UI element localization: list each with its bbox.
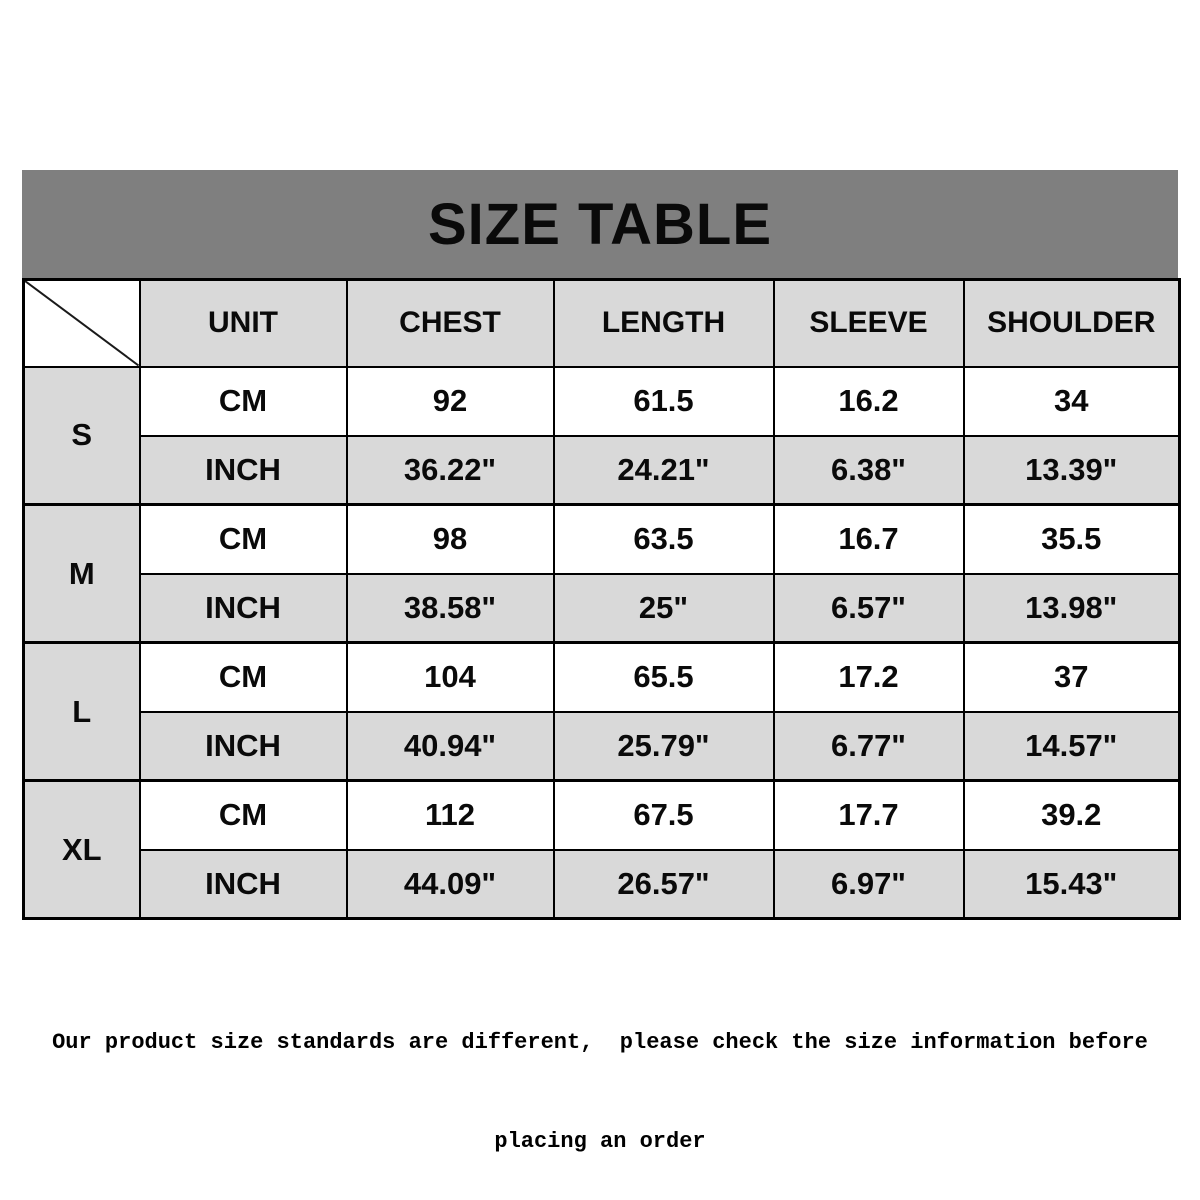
value-cell-m-cm-sleeve: 16.7: [774, 505, 964, 574]
value-cell-l-inch-chest: 40.94": [347, 712, 554, 781]
column-header-unit: UNIT: [140, 280, 347, 367]
table-row-m-inch: [24, 574, 1180, 643]
value-cell-s-cm-shoulder: 34: [964, 367, 1180, 436]
unit-cell-inch: INCH: [140, 850, 347, 919]
column-header-chest: CHEST: [347, 280, 554, 367]
value-cell-l-inch-shoulder: 14.57": [964, 712, 1180, 781]
unit-cell-inch: INCH: [140, 436, 347, 505]
value-cell-m-cm-length: 63.5: [554, 505, 774, 574]
table-row-l-cm: [24, 643, 1180, 712]
value-cell-m-cm-chest: 98: [347, 505, 554, 574]
size-table-banner: [22, 170, 1178, 278]
table-row-m-cm: [24, 505, 1180, 574]
column-header-length: LENGTH: [554, 280, 774, 367]
value-cell-xl-inch-chest: 44.09": [347, 850, 554, 919]
value-cell-s-cm-length: 61.5: [554, 367, 774, 436]
value-cell-s-inch-shoulder: 13.39": [964, 436, 1180, 505]
value-cell-xl-inch-length: 26.57": [554, 850, 774, 919]
size-label-l: L: [24, 643, 140, 781]
value-cell-s-cm-chest: 92: [347, 367, 554, 436]
column-header-shoulder: SHOULDER: [964, 280, 1180, 367]
value-cell-xl-cm-sleeve: 17.7: [774, 781, 964, 850]
value-cell-l-cm-sleeve: 17.2: [774, 643, 964, 712]
unit-cell-cm: CM: [140, 505, 347, 574]
value-cell-l-cm-shoulder: 37: [964, 643, 1180, 712]
size-label-s: S: [24, 367, 140, 505]
size-label-m: M: [24, 505, 140, 643]
unit-cell-cm: CM: [140, 643, 347, 712]
value-cell-l-cm-length: 65.5: [554, 643, 774, 712]
footer-line-2: placing an order: [494, 1129, 706, 1154]
footer-note: [0, 960, 1200, 1200]
value-cell-xl-inch-shoulder: 15.43": [964, 850, 1180, 919]
value-cell-l-cm-chest: 104: [347, 643, 554, 712]
value-cell-m-inch-shoulder: 13.98": [964, 574, 1180, 643]
value-cell-l-inch-sleeve: 6.77": [774, 712, 964, 781]
diagonal-line-icon: [25, 281, 139, 366]
column-header-sleeve: SLEEVE: [774, 280, 964, 367]
size-table: [22, 278, 1181, 920]
value-cell-s-cm-sleeve: 16.2: [774, 367, 964, 436]
value-cell-s-inch-length: 24.21": [554, 436, 774, 505]
header-row: [24, 280, 1180, 367]
value-cell-xl-inch-sleeve: 6.97": [774, 850, 964, 919]
value-cell-xl-cm-length: 67.5: [554, 781, 774, 850]
page-title: SIZE TABLE: [427, 191, 773, 257]
unit-cell-inch: INCH: [140, 574, 347, 643]
value-cell-l-inch-length: 25.79": [554, 712, 774, 781]
value-cell-m-inch-chest: 38.58": [347, 574, 554, 643]
value-cell-s-inch-chest: 36.22": [347, 436, 554, 505]
table-row-s-inch: [24, 436, 1180, 505]
size-label-xl: XL: [24, 781, 140, 919]
value-cell-m-cm-shoulder: 35.5: [964, 505, 1180, 574]
value-cell-xl-cm-shoulder: 39.2: [964, 781, 1180, 850]
value-cell-xl-cm-chest: 112: [347, 781, 554, 850]
value-cell-s-inch-sleeve: 6.38": [774, 436, 964, 505]
diagonal-header-cell: [24, 280, 140, 367]
table-row-s-cm: [24, 367, 1180, 436]
table-row-xl-inch: [24, 850, 1180, 919]
table-row-xl-cm: [24, 781, 1180, 850]
unit-cell-cm: CM: [140, 781, 347, 850]
value-cell-m-inch-length: 25": [554, 574, 774, 643]
table-row-l-inch: [24, 712, 1180, 781]
unit-cell-inch: INCH: [140, 712, 347, 781]
unit-cell-cm: CM: [140, 367, 347, 436]
footer-line-1: Our product size standards are different, please check the size information before: [52, 1030, 1148, 1055]
value-cell-m-inch-sleeve: 6.57": [774, 574, 964, 643]
